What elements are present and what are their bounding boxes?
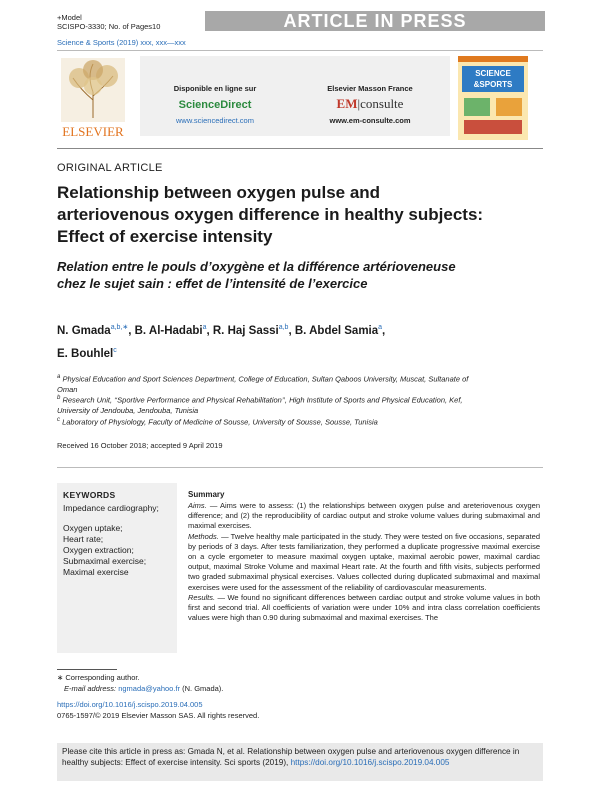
banner-rule	[57, 148, 543, 149]
affiliation: $^b$ Research Unit, ‘‘Sportive Performance and Physical Rehabilitation’’, High Institute of Sports and Physical Education, Kef, University of Jendouba, Jendouba, Tunisia	[57, 395, 463, 415]
author-list: N. Gmada$^{a,b,∗}$, B. Al-Hadabi$^a$, R. Haj Sassi$^{a,b}$, B. Abdel Samia$^a$, E. Bouhlel$^c$	[57, 324, 386, 360]
doi-link[interactable]: https://doi.org/10.1016/j.scispo.2019.04.005	[57, 700, 203, 709]
keyword: Impedance cardiography;	[63, 503, 159, 513]
email-label: E-mail address:	[64, 684, 117, 693]
footnote-rule	[57, 669, 117, 670]
running-header	[57, 13, 160, 31]
article-type: ORIGINAL ARTICLE	[57, 162, 163, 174]
available-online-label: Disponible en ligne sur	[173, 84, 257, 93]
em-consulte-url[interactable]: www.em-consulte.com	[329, 116, 411, 125]
consulte-word: consulte	[360, 96, 404, 111]
abstract-text	[188, 501, 540, 623]
author: B. Abdel Samia$^a$	[294, 324, 383, 337]
keyword: Oxygen uptake;	[63, 523, 123, 533]
aims-label: Aims.	[188, 501, 207, 510]
journal-line: Science & Sports (2019) xxx, xxx—xxx	[57, 38, 186, 47]
article-subtitle-french: Relation entre le pouls d’oxygène et la différence artérioveneuse chez le sujet sain : effet de l’intensité de l’exercice	[57, 259, 456, 291]
cover-title-2: &SPORTS	[473, 80, 513, 89]
elsevier-masson-label: Elsevier Masson France	[327, 84, 413, 93]
email-suffix: (N. Gmada).	[180, 684, 224, 693]
elsevier-logo	[57, 56, 129, 140]
article-in-press-banner: ARTICLE IN PRESS	[205, 11, 545, 31]
sciencedirect-url[interactable]: www.sciencedirect.com	[176, 116, 254, 125]
elsevier-wordmark: ELSEVIER	[62, 124, 124, 139]
code-pages: SCISPO-3330; No. of Pages10	[57, 22, 161, 31]
methods-label: Methods.	[188, 531, 219, 541]
corresponding-author: ∗ Corresponding author.	[57, 673, 140, 682]
keyword: Submaximal exercise;	[63, 556, 147, 566]
journal-cover-image	[458, 56, 528, 140]
keyword: Heart rate;	[63, 534, 104, 544]
author: R. Haj Sassi$^{a,b}$	[212, 324, 289, 337]
citation-text	[62, 746, 540, 768]
article-title: Relationship between oxygen pulse and arteriovenous oxygen difference in healthy subjects: Effect of exercise intensity	[57, 183, 484, 246]
keyword: Maximal exercise	[63, 567, 129, 577]
citation-body: Please cite this article in press as: Gmada N, et al. Relationship between oxygen pulse and arteriovenous oxygen difference in healthy subjects: Effect of exercise intensity. Sci sports (2019),	[62, 747, 520, 767]
author: N. Gmada$^{a,b,∗}$	[57, 324, 129, 337]
results-text: — We found no significant differences between cardiac output and stroke volume values in both first and second trial. All coefficients of variation were under 10% and intra class correlation coefficients values were high than 0.90 during submaximal and maximal exercises. The	[188, 592, 540, 623]
keyword: Oxygen extraction;	[63, 545, 134, 555]
journal-cover	[458, 56, 528, 140]
sciencedirect-brand: ScienceDirect	[178, 99, 252, 111]
aims-text: — Aims were to assess: (1) the relationships between oxygen pulse and areteriovenous oxygen difference; and (2) the reproducibility of cardiac output and stroke volume values during submaximal and maximal exercises.	[188, 501, 540, 531]
em-consulte-brand: EM|consulte	[336, 96, 404, 111]
affiliation: $^c$ Laboratory of Physiology, Faculty of Medicine of Sousse, University of Sousse, Sousse, Tunisia	[57, 417, 378, 427]
dates-rule	[57, 467, 543, 468]
methods-text: — Twelve healthy male participated in the study. They were tested on five occasions, separated by periods of 3 days. After tests familiarization, they performed a duplicate progressive maximal exercise on a cycle ergometer to measure maximal oxygen uptake, maximal aerobic power, maximal cardiac output, maximal Stroke Volume and maximal Heart rate. At the fourth and fifth visits, subjects performed two graded submaximal physical exercises. Values collected during duplicated submaximal and maximal exercises were used for the assessment of the reliability of cardiovascular measurements.	[188, 531, 540, 592]
elsevier-tree-icon	[57, 56, 129, 140]
citation-doi-link[interactable]: https://doi.org/10.1016/j.scispo.2019.04.005	[290, 758, 450, 767]
author: E. Bouhlel$^c$	[57, 346, 117, 360]
results-label: Results.	[188, 592, 216, 602]
keywords-title: KEYWORDS	[63, 490, 116, 500]
em-mark: EM	[336, 96, 358, 111]
copyright: 0765-1597/© 2019 Elsevier Masson SAS. All rights reserved.	[57, 711, 260, 720]
summary-title: Summary	[188, 490, 225, 499]
author: B. Al-Hadabi$^a$	[134, 324, 207, 337]
email-line	[64, 684, 223, 693]
affiliation: $^a$ Physical Education and Sport Sciences Department, College of Education, Sultan Qaboos University, Muscat, Sultanate of Oman	[57, 374, 469, 394]
header-rule	[57, 50, 543, 51]
email-link[interactable]: ngmada@yahoo.fr	[118, 684, 181, 693]
cover-title-1: SCIENCE	[475, 69, 511, 78]
model-label: +Model	[57, 13, 82, 22]
received-dates: Received 16 October 2018; accepted 9 April 2019	[57, 441, 223, 450]
